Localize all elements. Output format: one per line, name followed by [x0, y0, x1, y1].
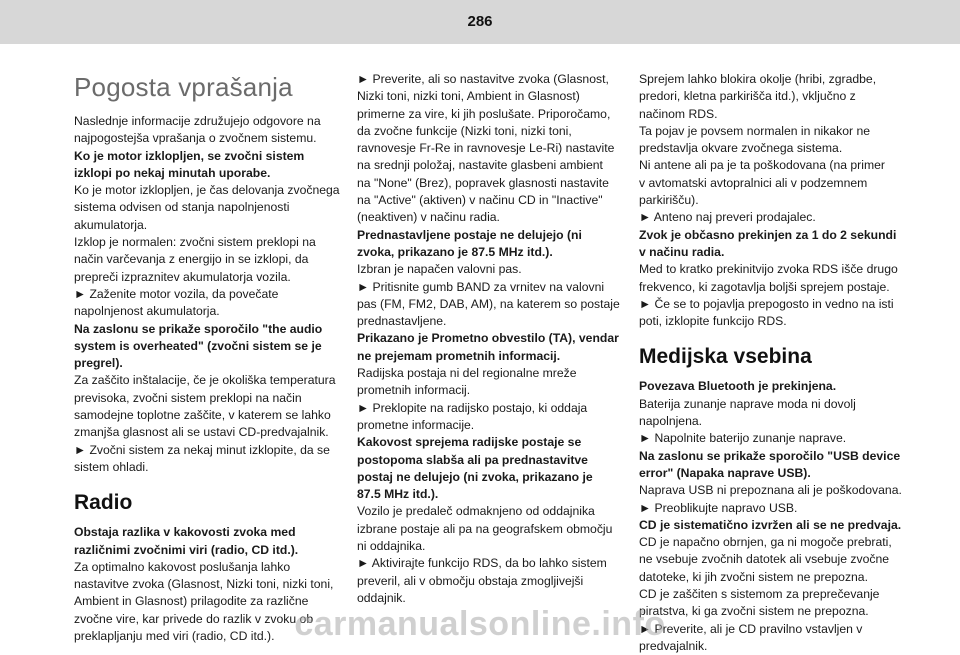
- text-line: predstavlja okvare zvočnega sistema.: [639, 141, 843, 156]
- text-line: sistema odvisen od stanja napolnjenosti: [74, 200, 290, 215]
- question-line: Ko je motor izklopljen, se zvočni sistem: [74, 148, 305, 163]
- question-line: system is overheated" (zvočni sistem se je: [74, 338, 322, 353]
- question-line: Zvok je občasno prekinjen za 1 do 2 sekundi: [639, 227, 897, 242]
- text-line: CD je napačno obrnjen, ga ni mogoče prebrati,: [639, 535, 892, 550]
- text-line: previsoka, zvočni sistem preklopi na način: [74, 390, 302, 405]
- column-3: [639, 71, 907, 655]
- text-line: akumulatorja.: [74, 217, 148, 232]
- watermark: carmanualsonline.info: [294, 605, 666, 643]
- text-line: Radijska postaja ni del regionalne mreže: [357, 366, 577, 381]
- question-line: postaj ne delujejo (ni zvoka, prikazano je: [357, 469, 593, 484]
- text-line: prometnih informacij.: [357, 383, 471, 398]
- section-title-radio: Radio: [74, 491, 133, 515]
- text-line: Vozilo je predaleč odmaknjeno od oddajnika: [357, 504, 595, 519]
- text-line: ► Pritisnite gumb BAND za vrnitev na valovni: [357, 279, 605, 294]
- text-line: samodejne toplotne zaščite, v katerem se lahko: [74, 408, 331, 423]
- question-line: error" (Napaka naprave USB).: [639, 465, 811, 480]
- question-line: Povezava Bluetooth je prekinjena.: [639, 379, 837, 394]
- question-line: Prikazano je Prometno obvestilo (TA), vendar: [357, 331, 619, 346]
- column-1: [74, 72, 342, 645]
- question-line: Na zaslonu se prikaže sporočilo "USB device: [639, 448, 901, 463]
- section-title-media: Medijska vsebina: [639, 345, 812, 369]
- question-line: CD je sistematično izvržen ali se ne predvaja.: [639, 517, 902, 532]
- text-line: ► Preverite, ali je CD pravilno vstavljen v: [639, 621, 863, 636]
- text-line: način varčevanja z energijo in se izklopi, da: [74, 252, 309, 267]
- text-line: na "Active" (aktiven) v načinu CD in "Inactive": [357, 193, 603, 208]
- text-line: sistem ohladi.: [74, 459, 149, 474]
- text-line: napolnjenost akumulatorja.: [74, 304, 220, 319]
- text-line: ne vsebuje zvočnih datotek ali vsebuje zvočne: [639, 552, 889, 567]
- text-line: parkirišču).: [639, 193, 699, 208]
- text-line: prednastavljene.: [357, 314, 447, 329]
- text-line: Nizki toni, nizki toni, Ambient in Glasnost): [357, 89, 580, 104]
- question-line: Kakovost sprejema radijske postaje se: [357, 435, 582, 450]
- column-2: [357, 71, 625, 607]
- col2-body: [357, 71, 625, 607]
- text-line: ravnovesje Fr-Re in ravnovesje Le-Ri) nastavite: [357, 141, 615, 156]
- text-line: preveril, ali v območju obstaja zmogljivejši: [357, 573, 584, 588]
- text-line: primerne za vire, ki jih poslušate. Priporočamo,: [357, 106, 611, 121]
- text-line: ► Napolnite baterijo zunanje naprave.: [639, 431, 847, 446]
- question-line: Na zaslonu se prikaže sporočilo "the audio: [74, 321, 323, 336]
- text-line: ► Preverite, ali so nastavitve zvoka (Glasnost,: [357, 72, 609, 86]
- question-line: pregrel).: [74, 356, 123, 371]
- text-line: ► Če se to pojavlja prepogosto in vedno na isti: [639, 296, 894, 311]
- text-line: ► Zaženite motor vozila, da povečate: [74, 286, 279, 301]
- text-line: Ko je motor izklopljen, je čas delovanja zvočnega: [74, 183, 340, 198]
- text-line: ► Preklopite na radijsko postajo, ki oddaja: [357, 400, 588, 415]
- text-line: v avtomatski avtopralnici ali v podzemnem: [639, 175, 868, 190]
- text-line: datoteke, ki jih zvočni sistem ne prepozna.: [639, 569, 868, 584]
- text-line: na srednji položaj, nastavite glasbeni ambient: [357, 158, 603, 173]
- text-line: (neaktiven) v načinu radia.: [357, 210, 500, 225]
- text-line: oddajnik.: [357, 590, 406, 605]
- text-line: izbrane postaje ali pa na geografskem območju: [357, 521, 613, 536]
- question-line: različnimi zvočnimi viri (radio, CD itd.).: [74, 542, 299, 557]
- text-line: preklapljanju med viri (radio, CD itd.).: [74, 629, 275, 644]
- question-line: Obstaja razlika v kakovosti zvoka med: [74, 525, 296, 540]
- text-line: nastavitve zvoka (Glasnost, Nizki toni, nizki toni,: [74, 577, 334, 592]
- text-line: Med to kratko prekinitvijo zvoka RDS išče drugo: [639, 262, 898, 277]
- text-line: zmanjša glasnost ali se ustavi CD-predvajalnik.: [74, 425, 329, 440]
- text-line: CD je zaščiten s sistemom za preprečevanje: [639, 587, 880, 602]
- text-line: ► Zvočni sistem za nekaj minut izklopite, da se: [74, 442, 330, 457]
- text-line: Izklop je normalen: zvočni sistem preklopi na: [74, 235, 316, 250]
- text-line: zvočne vire, kar privede do razlik v zvoku ob: [74, 611, 314, 626]
- col3-body: [639, 71, 907, 330]
- text-line: na "None" (Brez), popravek glasnosti nastavite: [357, 175, 609, 190]
- question-line: zvoka, prikazano je 87.5 MHz itd.).: [357, 244, 553, 259]
- question-line: 87.5 MHz itd.).: [357, 487, 439, 502]
- text-line: piratstva, ki ga zvočni sistem ne prepozna.: [639, 604, 869, 619]
- text-line: načinom RDS.: [639, 106, 718, 121]
- text-line: poti, izklopite funkcijo RDS.: [639, 314, 787, 329]
- text-line: frekvenco, ki zagotavlja boljši sprejem postaje.: [639, 279, 890, 294]
- text-line: pas (FM, FM2, DAB, AM), na katerem so postaje: [357, 296, 620, 311]
- text-line: predvajalnik.: [639, 638, 708, 653]
- text-line: ni oddajnika.: [357, 539, 426, 554]
- text-line: Ambient in Glasnost) prilagodite za različne: [74, 594, 309, 609]
- question-line: Prednastavljene postaje ne delujejo (ni: [357, 227, 582, 242]
- text-line: Naprava USB ni prepoznana ali je poškodovana.: [639, 483, 902, 498]
- text-line: prometne informacije.: [357, 417, 475, 432]
- text-line: najpogostejša vprašanja o zvočnem sistemu.: [74, 131, 317, 146]
- question-line: postopoma slabša ali pa prednastavitve: [357, 452, 588, 467]
- question-line: v načinu radia.: [639, 244, 725, 259]
- question-line: izklopi po nekaj minutah uporabe.: [74, 165, 271, 180]
- text-line: ► Anteno naj preveri prodajalec.: [639, 210, 816, 225]
- text-line: napolnjena.: [639, 414, 703, 429]
- text-line: da zvočne funkcije (Nizki toni, nizki toni,: [357, 123, 572, 138]
- text-line: Naslednje informacije združujejo odgovore na: [74, 114, 321, 128]
- text-line: Sprejem lahko blokira okolje (hribi, zgradbe,: [639, 72, 877, 86]
- text-line: ► Preoblikujte napravo USB.: [639, 500, 798, 515]
- text-line: Izbran je napačen valovni pas.: [357, 262, 522, 277]
- text-line: Za optimalno kakovost poslušanja lahko: [74, 559, 291, 574]
- text-line: prepreči izpraznitev akumulatorja vozila.: [74, 269, 291, 284]
- text-line: Ta pojav je povsem normalen in nikakor ne: [639, 123, 871, 138]
- section-title-faq: Pogosta vprašanja: [74, 72, 293, 102]
- text-line: Baterija zunanje naprave moda ni dovolj: [639, 396, 856, 411]
- text-line: Za zaščito inštalacije, če je okoliška temperatura: [74, 373, 336, 388]
- question-line: ne prejemam prometnih informacij.: [357, 348, 561, 363]
- text-line: Ni antene ali pa je ta poškodovana (na primer: [639, 158, 885, 173]
- text-line: ► Aktivirajte funkcijo RDS, da bo lahko sistem: [357, 556, 607, 571]
- text-line: predori, kletna parkirišča itd.), vključno z: [639, 89, 856, 104]
- col1-body: [74, 113, 342, 476]
- page-number: 286: [467, 13, 493, 30]
